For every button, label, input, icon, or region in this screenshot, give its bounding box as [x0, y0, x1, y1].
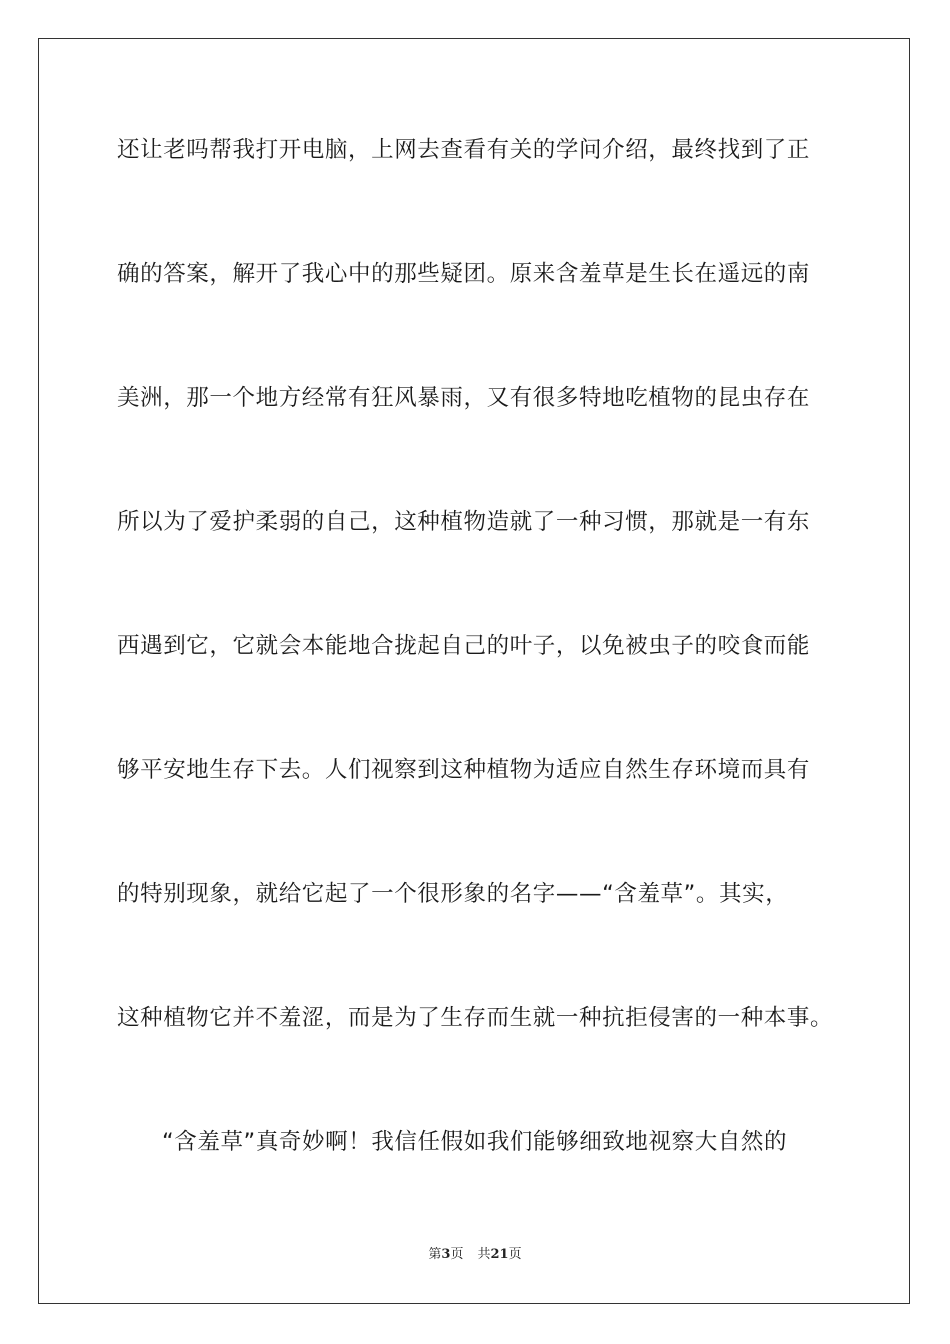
text-line-7: 的特别现象，就给它起了一个很形象的名字——“含羞草”。其实， [117, 881, 789, 907]
footer-page-prefix: 第 [428, 1247, 442, 1262]
footer-total-pages: 21 [490, 1247, 509, 1262]
page-border [38, 38, 910, 1304]
footer-total-prefix: 共 [477, 1247, 491, 1262]
text-line-8: 这种植物它并不羞涩，而是为了生存而生就一种抗拒侵害的一种本事。 [117, 1005, 834, 1031]
text-line-1: 还让老吗帮我打开电脑，上网去查看有关的学问介绍，最终找到了正 [117, 137, 811, 163]
footer-page-suffix: 页 [450, 1247, 464, 1262]
text-line-5: 西遇到它，它就会本能地合拢起自己的叶子，以免被虫子的咬食而能 [117, 633, 811, 659]
page-footer [0, 1246, 950, 1264]
text-line-6: 够平安地生存下去。人们视察到这种植物为适应自然生存环境而具有 [117, 757, 811, 783]
text-line-9: “含羞草”真奇妙啊！我信任假如我们能够细致地视察大自然的 [162, 1129, 788, 1155]
text-line-3: 美洲，那一个地方经常有狂风暴雨，又有很多特地吃植物的昆虫存在 [117, 385, 811, 411]
text-line-2: 确的答案，解开了我心中的那些疑团。原来含羞草是生长在遥远的南 [117, 261, 811, 287]
footer-page-number: 3 [441, 1247, 451, 1262]
text-line-4: 所以为了爱护柔弱的自己，这种植物造就了一种习惯，那就是一有东 [117, 509, 811, 535]
footer-total-suffix: 页 [508, 1247, 522, 1262]
